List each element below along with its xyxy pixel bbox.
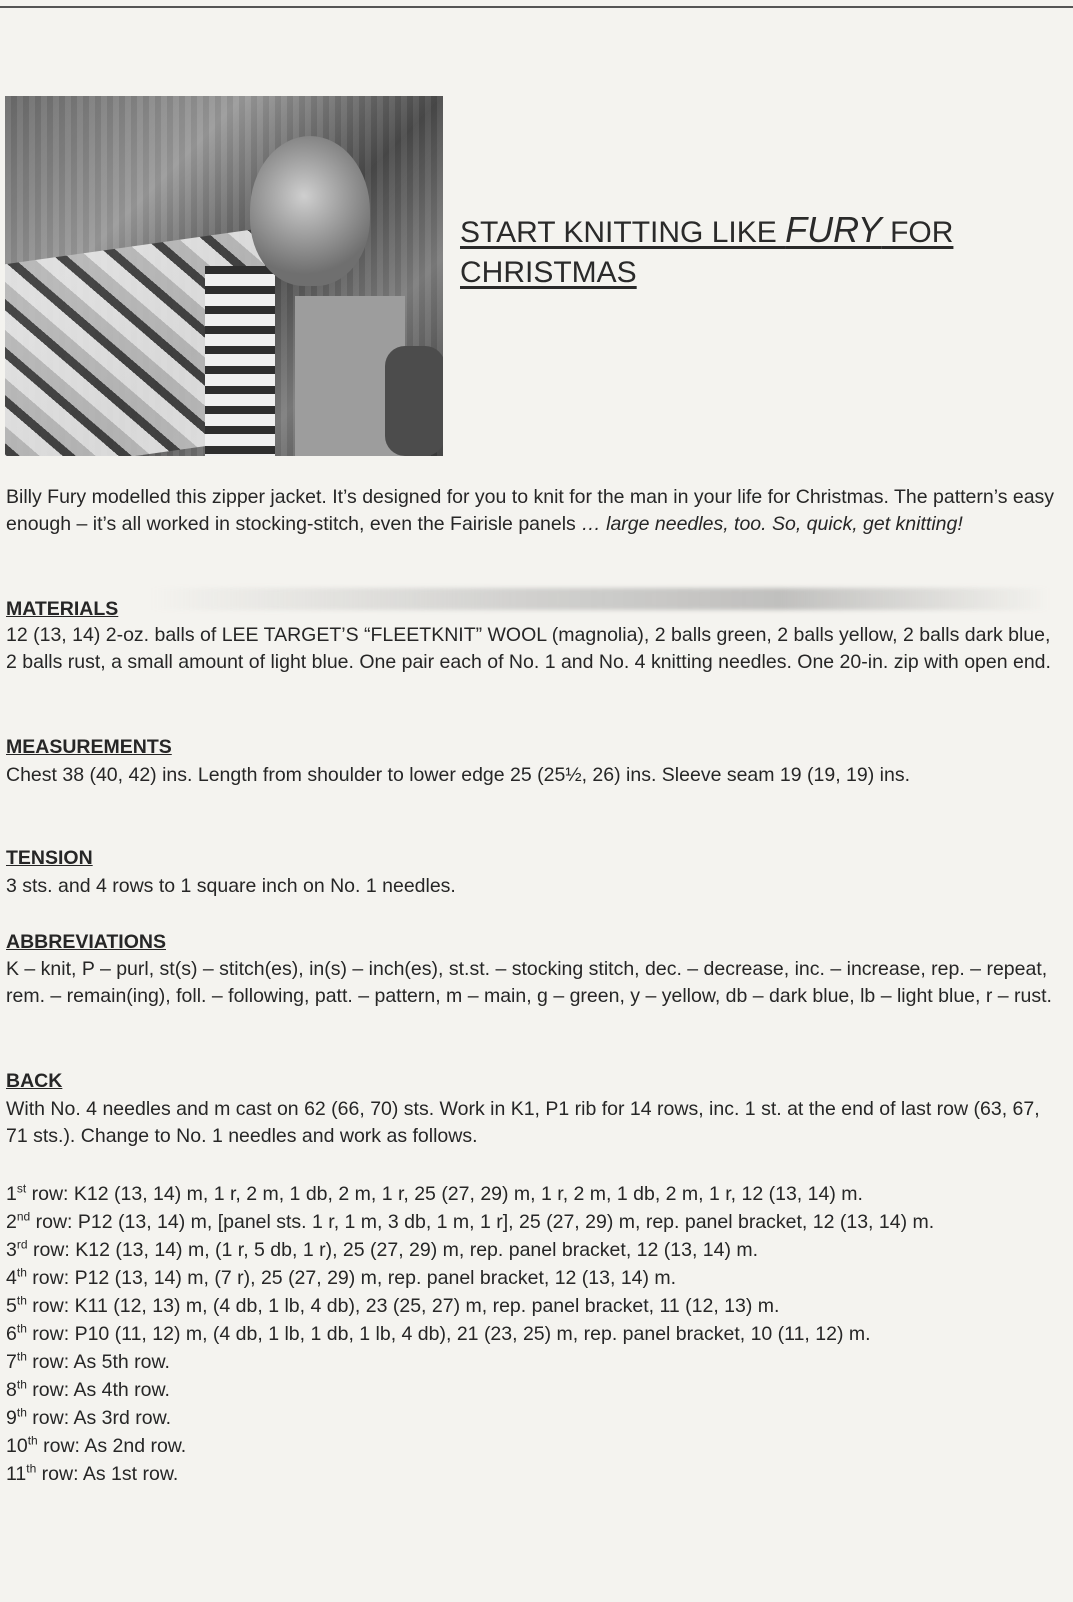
intro-paragraph [6,484,1056,538]
row-instruction [6,1208,1056,1236]
row-text: As 3rd row. [73,1407,172,1429]
row-instruction [6,1180,1056,1208]
row-instruction [6,1236,1056,1264]
intro-italic-text: … large needles, too. So, quick, get knitting! [581,513,963,535]
photo-jacket-panel [205,266,275,456]
row-ordinal: rd [16,1237,28,1252]
row-number: 1 [6,1183,17,1205]
row-ordinal: th [16,1349,27,1364]
photo-hand [385,346,443,456]
row-text: K12 (13, 14) m, (1 r, 5 db, 1 r), 25 (27, 29) m, rep. panel bracket, 12 (13, 14) m. [75,1239,759,1261]
row-text: P12 (13, 14) m, [panel sts. 1 r, 1 m, 3 db, 1 m, 1 r], 25 (27, 29) m, rep. panel bracket, 12 (13, 14) m. [77,1211,935,1233]
row-number: 5 [6,1295,17,1317]
row-instruction [6,1376,1056,1404]
row-label: row: [27,1239,76,1261]
tension-text: 3 sts. and 4 rows to 1 square inch on No. 1 needles. [6,875,456,897]
materials-text: 12 (13, 14) 2-oz. balls of LEE TARGET’S “FLEETKNIT” WOOL (magnolia), 2 balls green, 2 balls yellow, 2 balls dark blue, 2 balls rust, a small amount of light blue. One pair each of No. 1 and No. 4 knitting needles. One 20-in. zip with open end. [6,624,1051,673]
row-text: P10 (11, 12) m, (4 db, 1 lb, 1 db, 1 lb, 4 db), 21 (23, 25) m, rep. panel bracket, 10 (11, 12) m. [74,1323,871,1345]
row-label: row: [36,1463,83,1485]
back-text: With No. 4 needles and m cast on 62 (66, 70) sts. Work in K1, P1 rib for 14 rows, inc. 1 st. at the end of last row (63, 67, 71 sts.). Change to No. 1 needles and work as follows. [6,1098,1040,1147]
photo-head [250,136,370,286]
row-label: row: [26,1183,74,1205]
row-label: row: [26,1407,74,1429]
row-number: 3 [6,1239,17,1261]
row-label: row: [26,1379,74,1401]
row-text: As 1st row. [82,1463,179,1485]
row-text: As 5th row. [73,1351,170,1373]
row-instruction [6,1404,1056,1432]
row-instruction [6,1320,1056,1348]
row-instruction [6,1348,1056,1376]
row-label: row: [37,1435,85,1457]
row-text: K11 (12, 13) m, (4 db, 1 lb, 4 db), 23 (25, 27) m, rep. panel bracket, 11 (12, 13) m. [74,1295,780,1317]
title-text-start: START KNITTING LIKE [460,216,786,249]
row-ordinal: th [16,1321,27,1336]
row-ordinal: th [16,1293,27,1308]
row-text: P12 (13, 14) m, (7 r), 25 (27, 29) m, rep. panel bracket, 12 (13, 14) m. [74,1267,677,1289]
intro-text: Billy Fury modelled this zipper jacket. It’s designed for you to knit for the man in your life for Christmas. The pattern’s easy enough – it’s all worked in stocking-stitch, even the Fairisle panels [6,486,1055,535]
row-ordinal: nd [16,1209,31,1224]
row-number: 8 [6,1379,17,1401]
row-instructions [6,1180,1056,1488]
row-ordinal: th [16,1377,27,1392]
billy-fury-photo [5,96,443,456]
row-text: K12 (13, 14) m, 1 r, 2 m, 1 db, 2 m, 1 r, 25 (27, 29) m, 1 r, 2 m, 1 db, 2 m, 1 r, 12 (13, 14) m. [73,1183,863,1205]
row-instruction [6,1292,1056,1320]
row-label: row: [26,1323,75,1345]
tension-heading: TENSION [6,847,93,869]
row-text: As 2nd row. [84,1435,187,1457]
row-instruction [6,1460,1056,1488]
materials-heading: MATERIALS [6,598,119,620]
row-label: row: [26,1351,74,1373]
abbreviations-heading: ABBREVIATIONS [6,931,166,953]
row-instruction [6,1264,1056,1292]
row-ordinal: st [16,1181,27,1196]
measurements-heading: MEASUREMENTS [6,736,172,758]
measurements-text: Chest 38 (40, 42) ins. Length from shoulder to lower edge 25 (25½, 26) ins. Sleeve seam 19 (19, 19) ins. [6,764,911,786]
row-number: 7 [6,1351,17,1373]
row-label: row: [26,1267,75,1289]
row-label: row: [26,1295,75,1317]
back-heading: BACK [6,1070,63,1092]
row-ordinal: th [16,1405,27,1420]
row-label: row: [30,1211,78,1233]
top-rule [0,6,1073,8]
page-title [460,210,1020,293]
title-text-end: FOR CHRISTMAS [460,216,954,289]
row-number: 10 [6,1435,28,1457]
row-number: 6 [6,1323,17,1345]
abbreviations-text: K – knit, P – purl, st(s) – stitch(es), in(s) – inch(es), st.st. – stocking stitch, dec. – decrease, inc. – increase, rep. – repeat, rem. – remain(ing), foll. – following, patt. – pattern, m – main, g – green, y – yellow, db – dark blue, lb – light blue, r – rust. [6,958,1052,1007]
row-text: As 4th row. [73,1379,170,1401]
row-ordinal: th [27,1433,38,1448]
scan-smudge [150,588,1050,610]
row-ordinal: th [16,1265,27,1280]
row-instruction [6,1432,1056,1460]
row-ordinal: th [26,1461,37,1476]
row-number: 11 [6,1463,27,1485]
row-number: 9 [6,1407,17,1429]
row-number: 2 [6,1211,17,1233]
row-number: 4 [6,1267,17,1289]
title-emphasis: FURY [785,209,882,250]
